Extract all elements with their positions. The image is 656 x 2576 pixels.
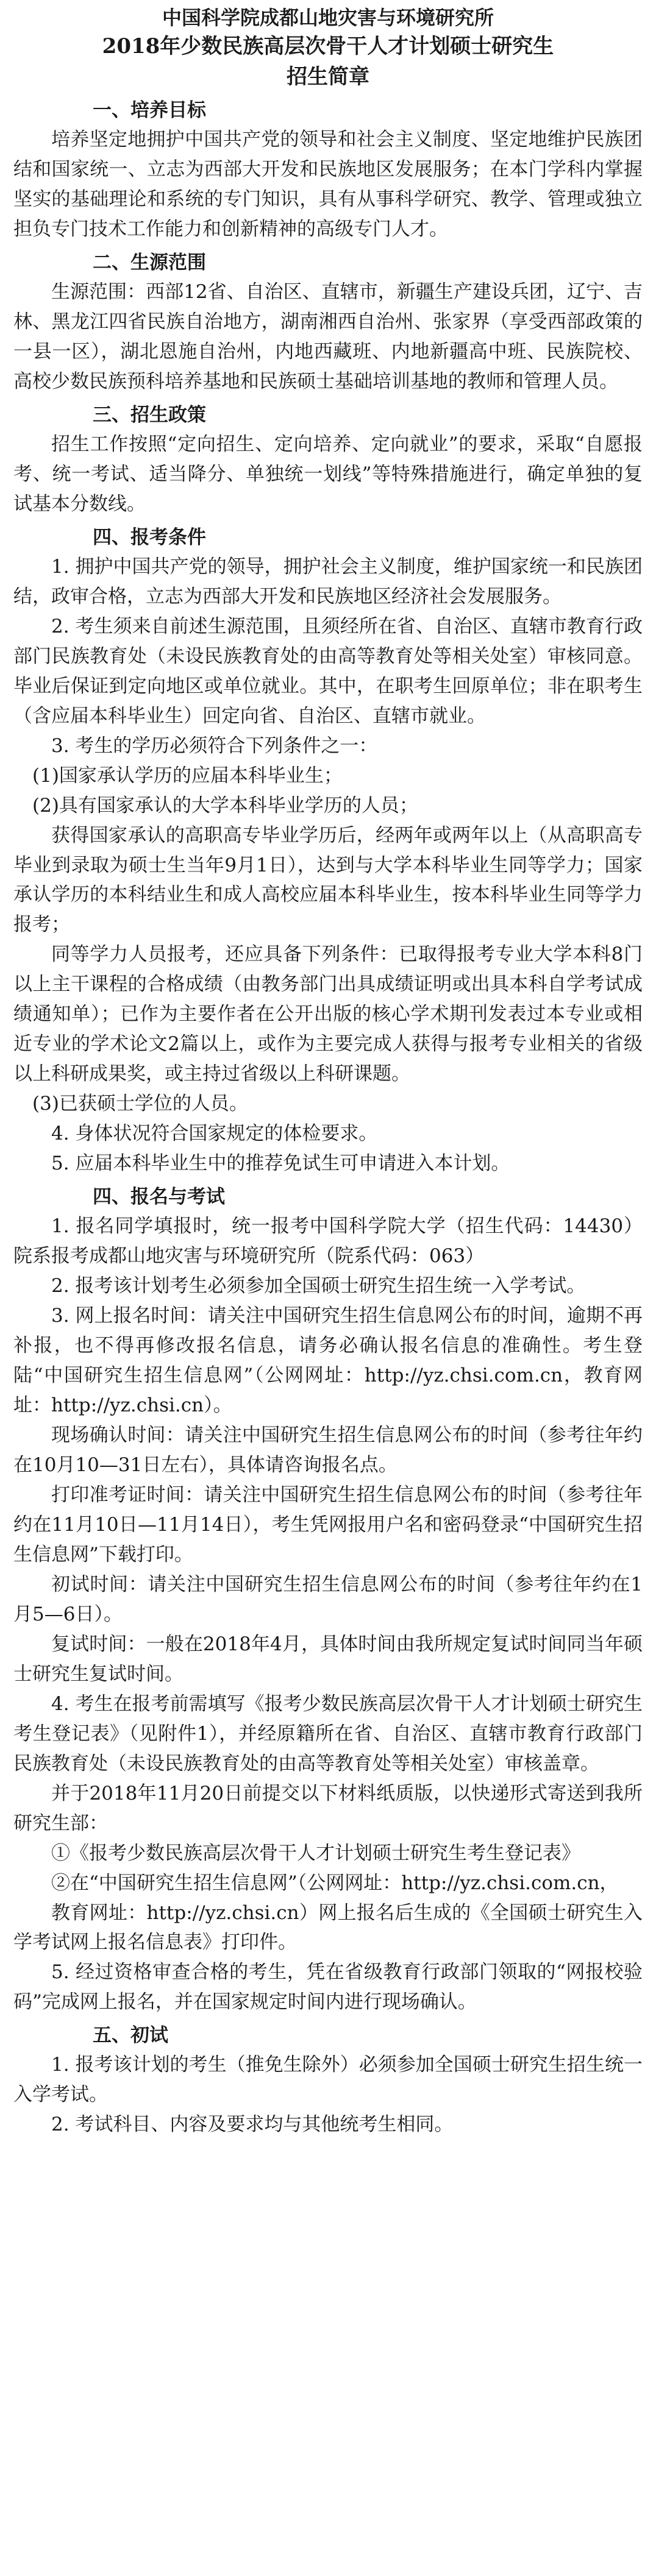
paragraph: 教育网址：http://yz.chsi.cn）网上报名后生成的《全国硕士研究生入学考试网上报名信息表》打印件。 xyxy=(13,1901,643,1954)
paragraph: 打印准考证时间：请关注中国研究生招生信息网公布的时间（参考往年约在11月10日—11月14日），考生凭网报用户名和密码登录“中国研究生招生信息网”下载打印。 xyxy=(13,1483,643,1566)
paragraph: 获得国家承认的高职高专毕业学历后，经两年或两年以上（从高职高专毕业到录取为硕士生当年9月1日），达到与大学本科毕业生同等学力；国家承认学历的本科结业生和成人高校应届本科毕业生，按本科毕业生同等学力报考； xyxy=(13,824,643,936)
paragraph: 生源范围：西部12省、自治区、直辖市，新疆生产建设兵团，辽宁、吉林、黑龙江四省民族自治地方，湖南湘西自治州、张家界（享受西部政策的一县一区），湖北恩施自治州，内地西藏班、内地新疆高中班、民族院校、高校少数民族预科培养基地和民族硕士基础培训基地的教师和管理人员。 xyxy=(13,280,643,392)
paragraph: 5. 应届本科毕业生中的推荐免试生可申请进入本计划。 xyxy=(51,1152,510,1175)
paragraph: 招生工作按照“定向招生、定向培养、定向就业”的要求，采取“自愿报考、统一考试、适当降分、单独统一划线”等特殊措施进行，确定单独的复试基本分数线。 xyxy=(13,433,643,515)
paragraph: 4. 身体状况符合国家规定的体检要求。 xyxy=(51,1123,378,1145)
paragraph: 5. 经过资格审查合格的考生，凭在省级教育行政部门领取的“网报校验码”完成网上报名，并在国家规定时间内进行现场确认。 xyxy=(13,1961,643,2014)
section-heading: 二、生源范围 xyxy=(93,251,206,274)
document-title-line3: 招生简章 xyxy=(287,64,369,89)
paragraph: 初试时间：请关注中国研究生招生信息网公布的时间（参考往年约在1月5—6日）。 xyxy=(13,1573,643,1625)
section-heading: 五、初试 xyxy=(93,2024,168,2047)
paragraph: ①《报考少数民族高层次骨干人才计划硕士研究生考生登记表》 xyxy=(51,1842,580,1864)
paragraph: 4. 考生在报考前需填写《报考少数民族高层次骨干人才计划硕士研究生考生登记表》（见附件1），并经原籍所在省、自治区、直辖市教育行政部门民族教育处（未设民族教育处的由高等教育处等相关处室）审核盖章。 xyxy=(13,1692,643,1775)
paragraph: 2. 考试科目、内容及要求均与其他统考生相同。 xyxy=(51,2113,454,2136)
paragraph: 2. 考生须来自前述生源范围，且须经所在省、自治区、直辖市教育行政部门民族教育处（未设民族教育处的由高等教育处等相关处室）审核同意。毕业后保证到定向地区或单位就业。其中，在职考生回原单位；非在职考生（含应届本科毕业生）回定向省、自治区、直辖市就业。 xyxy=(13,615,643,727)
section-heading: 四、报考条件 xyxy=(93,526,206,548)
section-heading: 一、培养目标 xyxy=(93,99,206,121)
paragraph: 同等学力人员报考，还应具备下列条件：已取得报考专业大学本科8门以上主干课程的合格成绩（由教务部门出具成绩证明或出具本科自学考试成绩通知单）；已作为主要作者在公开出版的核心学术期刊发表过本专业或相近专业的学术论文2篇以上，或作为主要完成人获得与报考专业相关的省级以上科研成果奖，或主持过省级以上科研课题。 xyxy=(13,943,643,1085)
paragraph: 培养坚定地拥护中国共产党的领导和社会主义制度、坚定地维护民族团结和国家统一、立志为西部大开发和民族地区发展服务；在本门学科内掌握坚实的基础理论和系统的专门知识，具有从事科学研究、教学、管理或独立担负专门技术工作能力和创新精神的高级专门人才。 xyxy=(13,129,643,240)
paragraph: ②在“中国研究生招生信息网”（公网网址：http://yz.chsi.com.cn， xyxy=(51,1872,619,1894)
paragraph: 并于2018年11月20日前提交以下材料纸质版，以快递形式寄送到我所研究生部： xyxy=(13,1782,643,1834)
section-heading: 四、报名与考试 xyxy=(93,1186,225,1208)
paragraph: 1. 报考该计划的考生（推免生除外）必须参加全国硕士研究生招生统一入学考试。 xyxy=(13,2054,643,2106)
document-title-line1: 中国科学院成都山地灾害与环境研究所 xyxy=(162,6,494,29)
document-title-line2: 2018年少数民族高层次骨干人才计划硕士研究生 xyxy=(102,34,554,59)
paragraph: 1. 报名同学填报时，统一报考中国科学院大学（招生代码：14430）院系报考成都山地灾害与环境研究所（院系代码：063） xyxy=(13,1215,643,1268)
paragraph: 3. 考生的学历必须符合下列条件之一： xyxy=(51,734,378,757)
section-heading: 三、招生政策 xyxy=(93,403,206,426)
paragraph: (3)已获硕士学位的人员。 xyxy=(32,1093,248,1115)
paragraph: 2. 报考该计划考生必须参加全国硕士研究生招生统一入学考试。 xyxy=(51,1275,586,1297)
paragraph: 现场确认时间：请关注中国研究生招生信息网公布的时间（参考往年约在10月10—31日左右），具体请咨询报名点。 xyxy=(13,1424,643,1476)
paragraph: (2)具有国家承认的大学本科毕业学历的人员； xyxy=(32,794,418,817)
paragraph: (1)国家承认学历的应届本科毕业生； xyxy=(32,764,343,787)
paragraph: 1. 拥护中国共产党的领导，拥护社会主义制度，维护国家统一和民族团结，政审合格，立志为西部大开发和民族地区经济社会发展服务。 xyxy=(13,555,643,608)
paragraph: 3. 网上报名时间：请关注中国研究生招生信息网公布的时间，逾期不再补报，也不得再修改报名信息，请务必确认报名信息的准确性。考生登陆“中国研究生招生信息网”（公网网址：http://yz.chsi.com.cn，教育网址：http://yz.chsi.cn）。 xyxy=(13,1305,643,1417)
paragraph: 复试时间：一般在2018年4月，具体时间由我所规定复试时间同当年硕士研究生复试时间。 xyxy=(13,1633,643,1685)
